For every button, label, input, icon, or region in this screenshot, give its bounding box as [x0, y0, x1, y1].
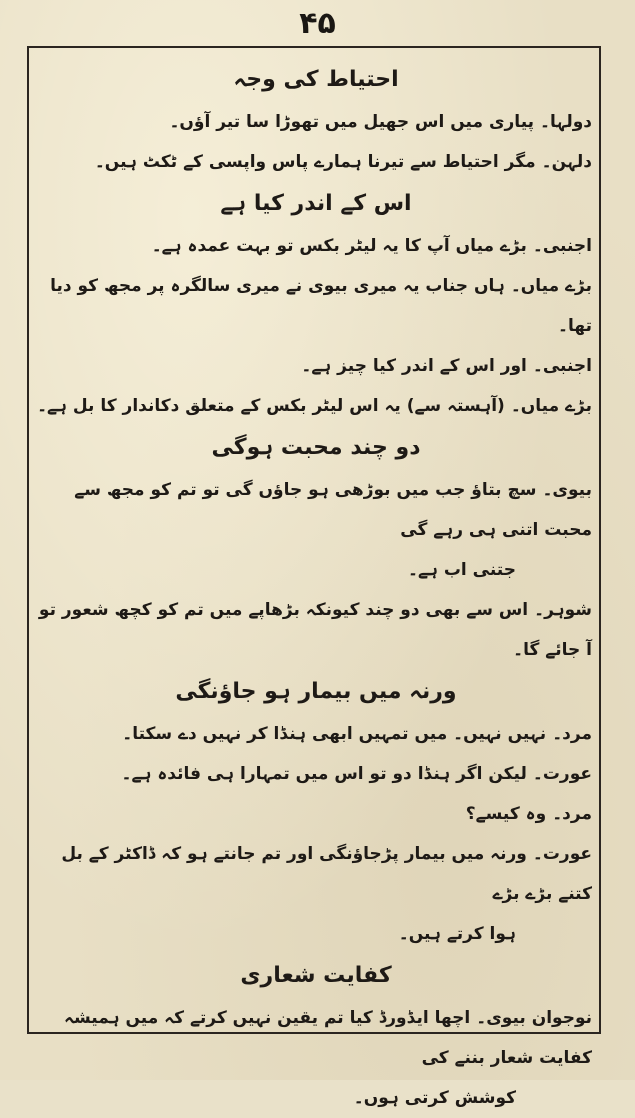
dialogue-line: [36, 226, 596, 266]
speaker-name: عورت۔: [532, 844, 592, 864]
speaker-name: نوجوان بیوی۔: [476, 1008, 592, 1028]
dialogue-line-continued: [36, 914, 596, 954]
dialogue-line: [36, 794, 596, 834]
speaker-name: دلہن۔: [541, 152, 592, 172]
dialogue-text: مگر احتیاط سے تیرنا ہمارے پاس واپسی کے ٹکٹ ہیں۔: [94, 152, 536, 172]
section-title: اس کے اندر کیا ہے: [220, 191, 412, 216]
section-title: ورنہ میں بیمار ہو جاؤنگی: [175, 679, 457, 704]
dialogue-text: ورنہ میں بیمار پڑجاؤنگی اور تم جانتے ہو کہ ڈاکٹر کے بل کتنے بڑے بڑے: [61, 844, 592, 904]
page-number: ۴۵: [299, 6, 336, 41]
dialogue-line: [36, 346, 596, 386]
dialogue-line-continued: [36, 1078, 596, 1118]
speaker-name: عورت۔: [532, 764, 592, 784]
dialogue-text: لیکن اگر ہنڈا دو تو اس میں تمہارا ہی فائدہ ہے۔: [121, 764, 527, 784]
dialogue-line: [36, 590, 596, 670]
speaker-name: بیوی۔: [542, 480, 592, 500]
dialogue-line: [36, 142, 596, 182]
dialogue-text: اس سے بھی دو چند کیونکہ بڑھاپے میں تم کو کچھ شعور تو آ جائے گا۔: [38, 600, 592, 660]
dialogue-text: کوشش کرتی ہوں۔: [353, 1088, 516, 1108]
dialogue-text: بڑے میاں آپ کا یہ لیٹر بکس تو بہت عمدہ ہے۔: [151, 236, 527, 256]
dialogue-text: پیاری میں اس جھیل میں تھوڑا سا تیر آؤں۔: [169, 112, 535, 132]
dialogue-text: وہ کیسے؟: [465, 804, 547, 824]
speaker-name: اجنبی۔: [532, 236, 592, 256]
dialogue-line: [36, 834, 596, 914]
dialogue-line: [36, 714, 596, 754]
speaker-name: شوہر۔: [534, 600, 592, 620]
speaker-name: دولہا۔: [540, 112, 592, 132]
speaker-name: اجنبی۔: [532, 356, 592, 376]
speaker-name: مرد۔: [552, 724, 592, 744]
speaker-name: مرد۔: [552, 804, 592, 824]
speaker-name: بڑے میاں۔: [510, 276, 592, 296]
speaker-name: بڑے میاں۔: [510, 396, 592, 416]
dialogue-line: [36, 470, 596, 550]
dialogue-text: ہاں جناب یہ میری بیوی نے میری سالگرہ پر مجھ کو دیا تھا۔: [50, 276, 592, 336]
dialogue-line: [36, 754, 596, 794]
dialogue-text: جتنی اب ہے۔: [408, 560, 516, 580]
dialogue-text: نہیں نہیں۔ میں تمہیں ابھی ہنڈا کر نہیں دے سکتا۔: [122, 724, 547, 744]
dialogue-line: [36, 998, 596, 1078]
section-title: دو چند محبت ہوگی: [211, 435, 421, 460]
dialogue-text: سچ بتاؤ جب میں بوڑھی ہو جاؤں گی تو تم کو مجھ سے محبت اتنی ہی رہے گی: [74, 480, 592, 540]
dialogue-text: اچھا ایڈورڈ کیا تم یقین نہیں کرتے کہ میں ہمیشہ کفایت شعار بننے کی: [64, 1008, 592, 1068]
page-content: [36, 58, 596, 1118]
dialogue-text: (آہستہ سے) یہ اس لیٹر بکس کے متعلق دکاندار کا بل ہے۔: [37, 396, 505, 416]
dialogue-line: [36, 266, 596, 346]
section-title: کفایت شعاری: [240, 963, 392, 988]
dialogue-line-continued: [36, 550, 596, 590]
dialogue-line: [36, 386, 596, 426]
section-title: احتیاط کی وجہ: [233, 67, 399, 92]
dialogue-text: اور اس کے اندر کیا چیز ہے۔: [301, 356, 527, 376]
dialogue-text: ہوا کرتے ہیں۔: [398, 924, 516, 944]
dialogue-line: [36, 102, 596, 142]
